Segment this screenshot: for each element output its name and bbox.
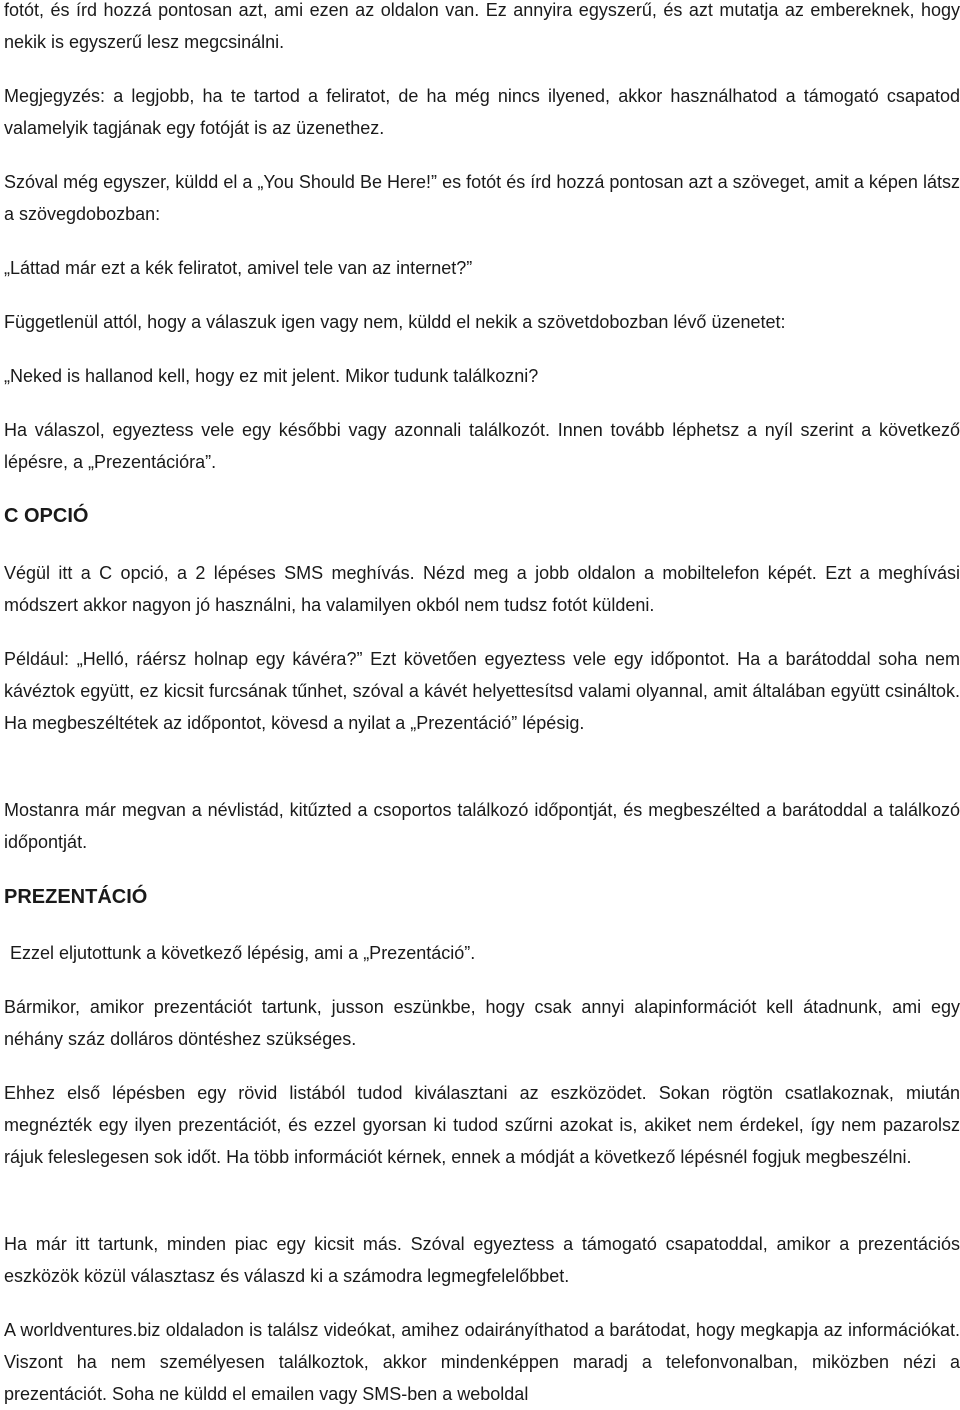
paragraph-c-option: Végül itt a C opció, a 2 lépéses SMS meghívás. Nézd meg a jobb oldalon a mobiltelefon képét. Ezt a meghívási módszert akkor nagyon jó használni, ha valamilyen okból nem tudsz fotót küldeni. — [4, 563, 960, 615]
heading-presentation: PREZENTÁCIÓ — [4, 886, 148, 908]
paragraph-reply: Ha válaszol, egyeztess vele egy későbbi vagy azonnali találkozót. Innen tovább léphetsz a nyíl szerint a következő lépésre, a „Prezentációra”. — [4, 420, 960, 472]
paragraph-next-step: Ezzel eljutottunk a következő lépésig, ami a „Prezentáció”. — [10, 943, 476, 963]
quote-meeting: „Neked is hallanod kell, hogy ez mit jelent. Mikor tudunk találkozni? — [4, 366, 539, 386]
paragraph-send-again: Szóval még egyszer, küldd el a „You Should Be Here!” es fotót és írd hozzá pontosan azt a szöveget, amit a képen látsz a szövegdobozban: — [4, 172, 960, 224]
paragraph-markets: Ha már itt tartunk, minden piac egy kicsit más. Szóval egyeztess a támogató csapatoddal, amikor a prezentációs eszközök közül választasz és válaszd ki a számodra legmegfelelőbbet. — [4, 1234, 960, 1286]
paragraph-worldventures: A worldventures.biz oldaladon is találsz videókat, amihez odairányíthatod a barátodat, hogy megkapja az információkat. Viszont ha nem személyesen találkoztok, akkor mindenképpen maradj a telefonvonalban, miközben nézi a prezentációt. Soha ne küldd el emailen vagy SMS-ben a weboldal — [4, 1320, 960, 1404]
paragraph-first-step: Ehhez első lépésben egy rövid listából tudod kiválasztani az eszközödet. Sokan rögtön csatlakoznak, miután megnézték egy ilyen prezentációt, és ezzel gyorsan ki tudod szűrni azokat is, akiket nem érdekel, így nem pazarolsz rájuk feleslegesen sok időt. Ha több információt kérnek, ennek a módját a következő lépésnél fogjuk megbeszélni. — [4, 1083, 960, 1167]
paragraph-note: Megjegyzés: a legjobb, ha te tartod a feliratot, de ha még nincs ilyened, akkor használhatod a támogató csapatod valamelyik tagjának egy fotóját is az üzenethez. — [4, 86, 960, 138]
quote-blue-sign: „Láttad már ezt a kék feliratot, amivel tele van az internet?” — [4, 258, 473, 278]
paragraph-summary: Mostanra már megvan a névlistád, kitűzted a csoportos találkozó időpontját, és megbeszélted a barátoddal a találkozó időpontját. — [4, 800, 960, 852]
heading-c-option: C OPCIÓ — [4, 505, 89, 527]
paragraph-regardless: Függetlenül attól, hogy a válaszuk igen vagy nem, küldd el nekik a szövetdobozban lévő üzenetet: — [4, 312, 786, 332]
paragraph-intro: fotót, és írd hozzá pontosan azt, ami ezen az oldalon van. Ez annyira egyszerű, és azt mutatja az embereknek, hogy nekik is egyszerű lesz megcsinálni. — [4, 0, 960, 52]
paragraph-example: Például: „Helló, ráérsz holnap egy kávéra?” Ezt követően egyeztess vele egy időpontot. Ha a barátoddal soha nem kávéztok együtt, ez kicsit furcsának tűnhet, szóval a kávét helyettesítsd valami olyannal, amit általában együtt csináltok. Ha megbeszéltétek az időpontot, kövesd a nyilat a „Prezentáció” lépésig. — [4, 649, 960, 733]
paragraph-whenever: Bármikor, amikor prezentációt tartunk, jusson eszünkbe, hogy csak annyi alapinformációt kell átadnunk, ami egy néhány száz dolláros döntéshez szükséges. — [4, 997, 960, 1049]
